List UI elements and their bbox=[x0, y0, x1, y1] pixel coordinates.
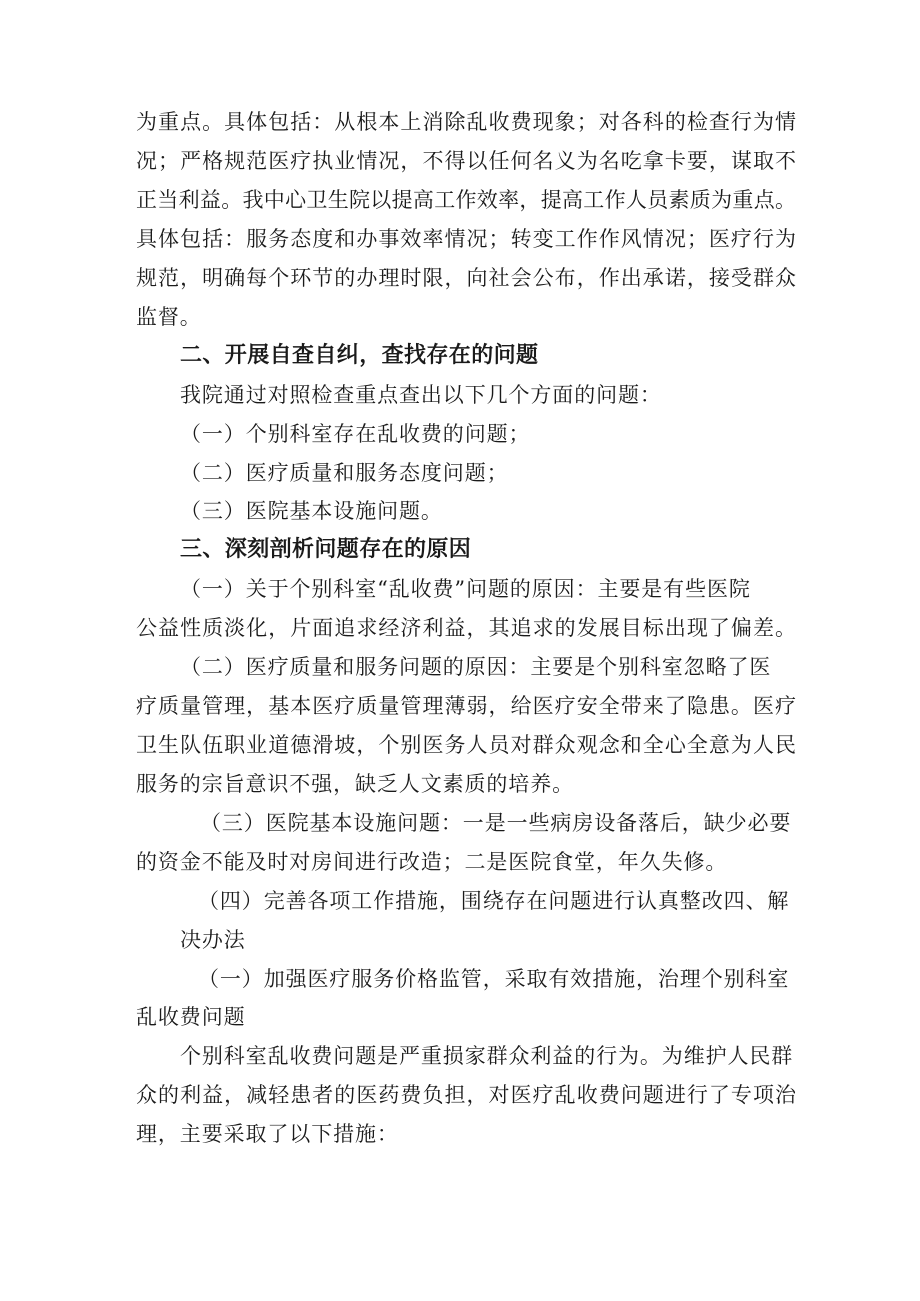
measure-1-line-1: （一）加强医疗服务价格监管，采取有效措施，治理个别科室 bbox=[198, 967, 790, 991]
cause-2-line-3: 卫生队伍职业道德滑坡，个别医务人员对群众观念和全心全意为人民 bbox=[136, 733, 796, 757]
cause-2-line-1: （二）医疗质量和服务问题的原因：主要是个别科室忽略了医 bbox=[180, 655, 772, 679]
cause-4-line-1: （四）完善各项工作措施，围绕存在问题进行认真整改四、解 bbox=[198, 889, 790, 913]
measure-body-line-2: 众的利益，减轻患者的医药费负担，对医疗乱收费问题进行了专项治 bbox=[136, 1083, 796, 1107]
section-heading-3: 三、深刻剖析问题存在的原因 bbox=[180, 537, 472, 562]
body-line-1: 为重点。具体包括：从根本上消除乱收费现象；对各科的检查行为情 bbox=[136, 110, 796, 134]
body-line-2: 况；严格规范医疗执业情况，不得以任何名义为名吃拿卡要，谋取不 bbox=[136, 149, 796, 173]
cause-2-line-2: 疗质量管理，基本医疗质量管理薄弱，给医疗安全带来了隐患。医疗 bbox=[136, 694, 796, 718]
section-heading-2: 二、开展自查自纠，查找存在的问题 bbox=[180, 343, 539, 368]
cause-4-line-2: 决办法 bbox=[180, 928, 246, 952]
body-line-intro: 我院通过对照检查重点查出以下几个方面的问题： bbox=[180, 383, 662, 407]
body-line-4: 具体包括：服务态度和办事效率情况；转变工作作风情况；医疗行为 bbox=[136, 227, 796, 251]
problem-item-2: （二）医疗质量和服务态度问题； bbox=[180, 461, 509, 485]
problem-item-1: （一）个别科室存在乱收费的问题； bbox=[180, 422, 531, 446]
problem-item-3: （三）医院基本设施问题。 bbox=[180, 499, 443, 523]
measure-body-line-1: 个别科室乱收费问题是严重损家群众利益的行为。为维护人民群 bbox=[180, 1044, 794, 1068]
body-line-3: 正当利益。我中心卫生院以提高工作效率，提高工作人员素质为重点。 bbox=[136, 188, 796, 212]
measure-body-line-3: 理，主要采取了以下措施： bbox=[136, 1122, 399, 1146]
cause-3-line-2: 的资金不能及时对房间进行改造；二是医院食堂，年久失修。 bbox=[136, 850, 728, 874]
measure-1-line-2: 乱收费问题 bbox=[136, 1005, 246, 1029]
cause-3-line-1: （三）医院基本设施问题：一是一些病房设备落后，缺少必要 bbox=[200, 811, 792, 835]
cause-1-line-2: 公益性质淡化，片面追求经济利益，其追求的发展目标出现了偏差。 bbox=[136, 616, 796, 640]
body-line-6: 监督。 bbox=[136, 305, 202, 329]
cause-1-line-1: （一）关于个别科室“乱收费”问题的原因：主要是有些医院 bbox=[180, 577, 751, 601]
body-line-5: 规范，明确每个环节的办理时限，向社会公布，作出承诺，接受群众 bbox=[136, 266, 796, 290]
cause-2-line-4: 服务的宗旨意识不强，缺乏人文素质的培养。 bbox=[136, 772, 574, 796]
